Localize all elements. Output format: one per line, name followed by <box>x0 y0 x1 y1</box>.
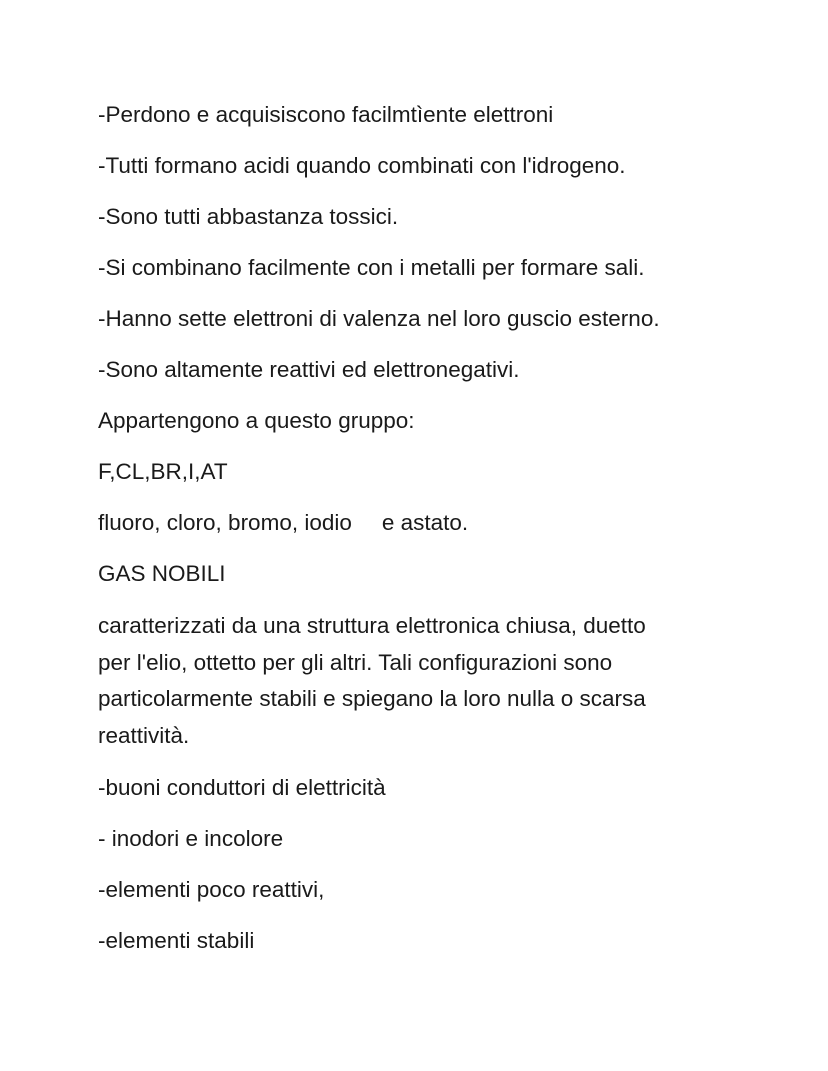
group-intro-line: Appartengono a questo gruppo: <box>98 408 415 433</box>
element-names-line <box>98 506 738 540</box>
paragraph-line: caratterizzati da una struttura elettronica chiusa, duetto <box>98 613 646 638</box>
element-symbols-line: F,CL,BR,I,AT <box>98 459 228 484</box>
text-line: -Hanno sette elettroni di valenza nel loro guscio esterno. <box>98 306 660 331</box>
text-line: -Si combinano facilmente con i metalli per formare sali. <box>98 255 645 280</box>
document-content <box>98 98 738 958</box>
element-names-part2: e astato. <box>381 510 469 535</box>
text-line: -Tutti formano acidi quando combinati con l'idrogeno. <box>98 153 626 178</box>
text-line: -buoni conduttori di elettricità <box>98 775 386 800</box>
paragraph-line: per l'elio, ottetto per gli altri. Tali configurazioni sono <box>98 649 613 675</box>
description-paragraph <box>98 608 738 754</box>
paragraph-line: reattività. <box>98 722 190 748</box>
text-line: -Sono tutti abbastanza tossici. <box>98 204 399 229</box>
text-line: -Perdono e acquisiscono facilmtìente elettroni <box>98 102 554 127</box>
element-names-part1: fluoro, cloro, bromo, iodio <box>98 510 352 535</box>
text-line: -elementi poco reattivi, <box>98 877 325 902</box>
paragraph-line: particolarmente stabili e spiegano la loro nulla o scarsa <box>98 686 646 711</box>
text-line: -Sono altamente reattivi ed elettronegativi. <box>98 357 520 382</box>
text-line: - inodori e incolore <box>98 826 284 851</box>
text-line: -elementi stabili <box>98 928 255 953</box>
section-heading: GAS NOBILI <box>98 561 226 586</box>
